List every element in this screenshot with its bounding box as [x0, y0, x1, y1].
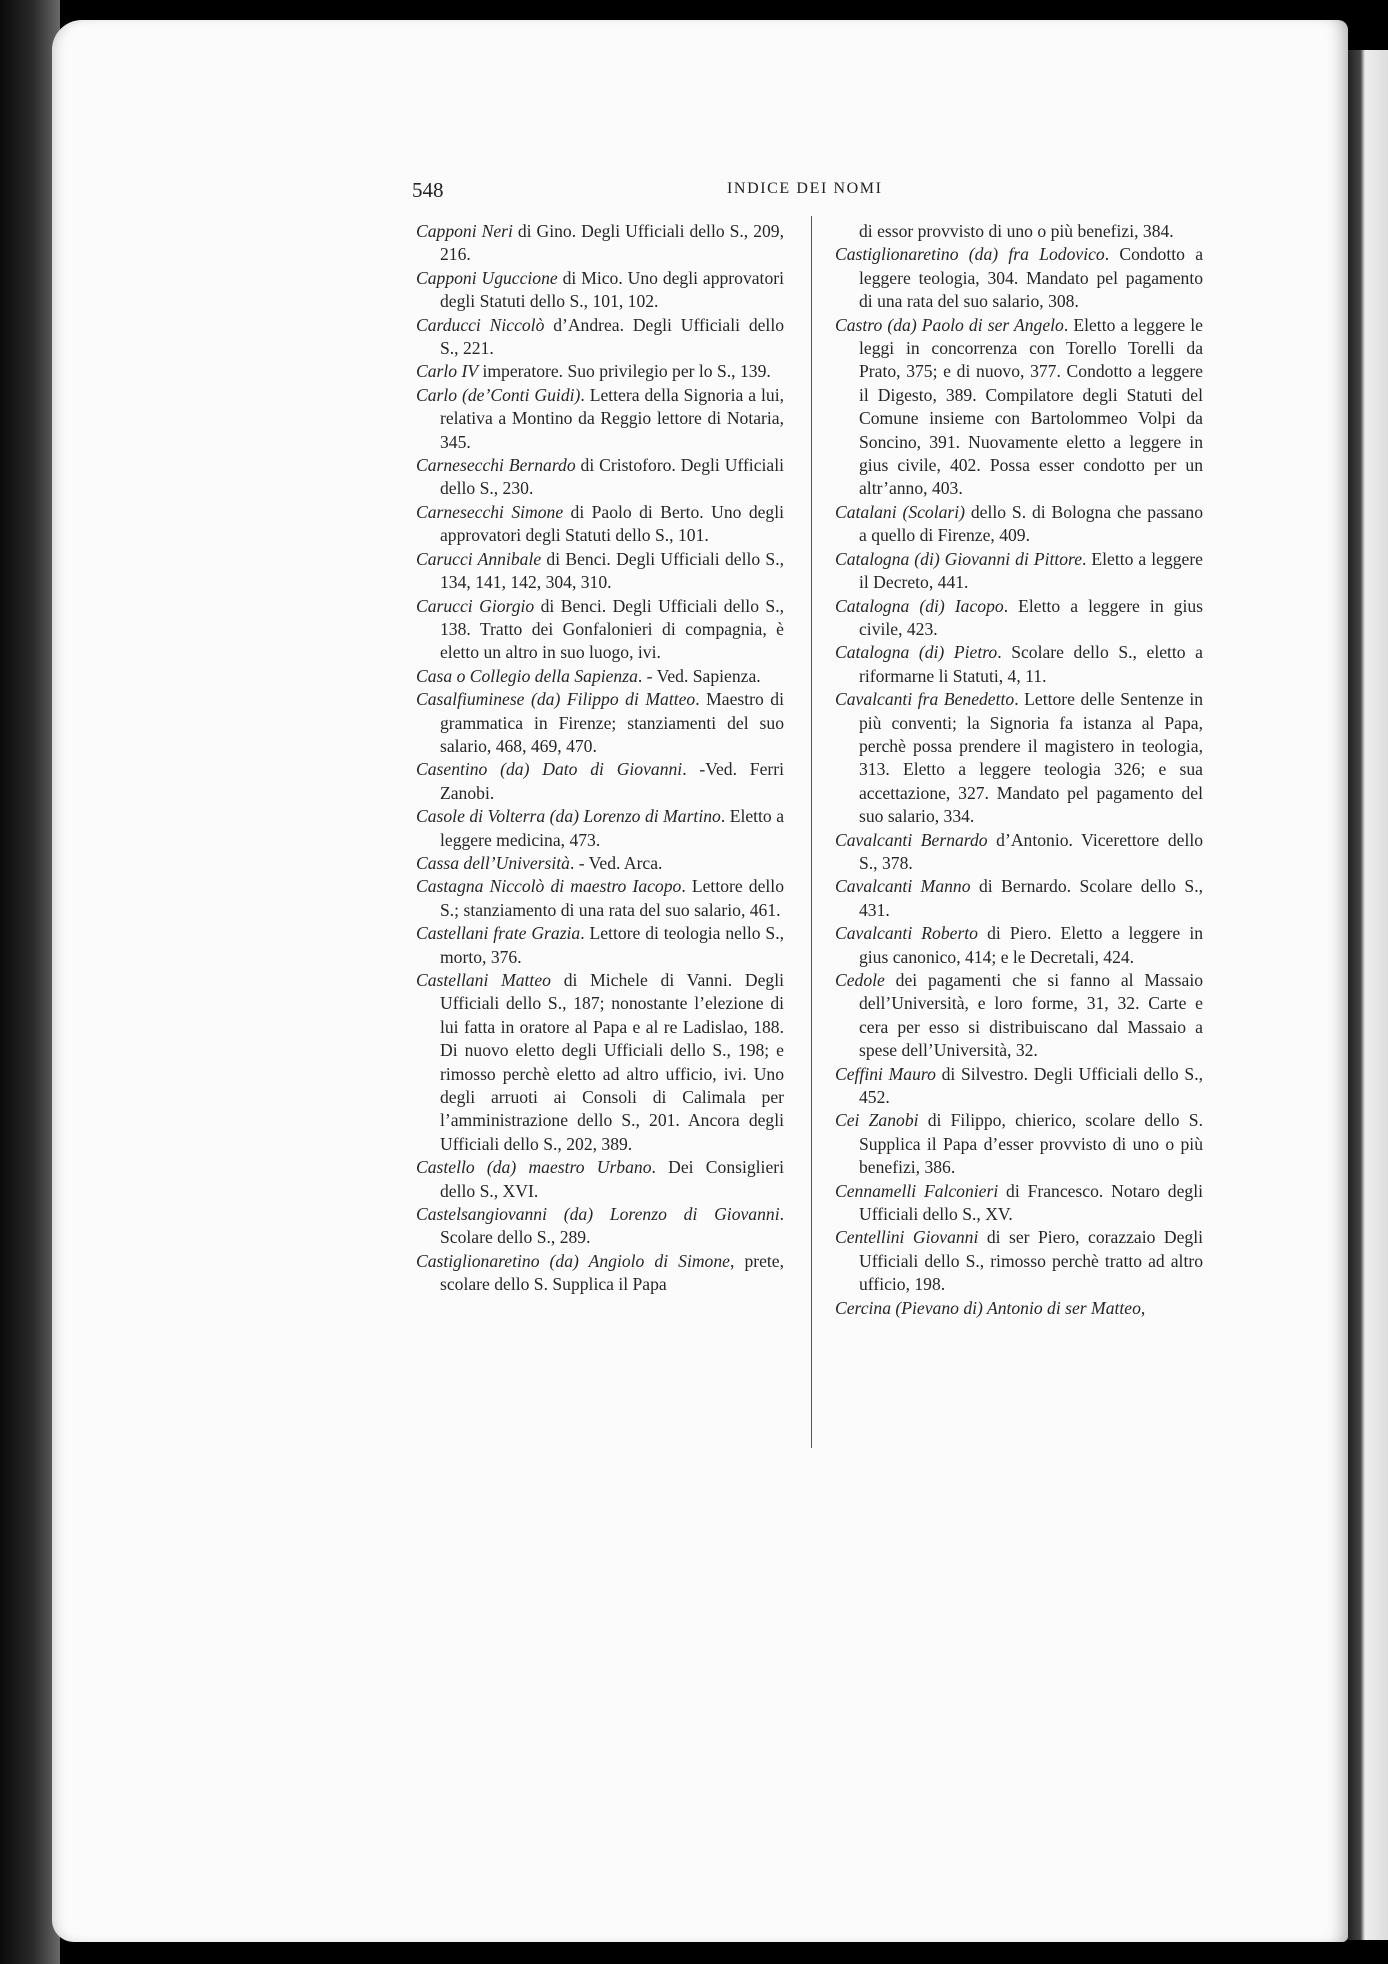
- entry-name: Casole di Volterra (da) Lorenzo di Martino: [416, 806, 721, 827]
- entry-text: di Benci. Degli Ufficiali dello S., 138. Tratto dei Gonfalonieri di compagnia, è eletto un altro in suo luogo, ivi.: [440, 595, 784, 663]
- column-divider: [811, 216, 812, 1448]
- book-spine-shadow: [0, 0, 60, 1964]
- entry-text: . Scolare dello S., 289.: [440, 1204, 784, 1248]
- entry-text: ,: [1140, 1297, 1146, 1318]
- entry-name: Ceffini Mauro: [835, 1063, 936, 1084]
- entry-name: Castro (da) Paolo di ser Angelo: [835, 314, 1064, 335]
- entry-name: Cavalcanti Bernardo: [835, 829, 988, 850]
- index-entry: [416, 875, 784, 922]
- index-entry: [416, 220, 784, 267]
- entry-text: dello S. di Bologna che passano a quello di Firenze, 409.: [859, 501, 1203, 546]
- index-entry: [835, 1063, 1203, 1110]
- index-entry: [416, 1156, 784, 1203]
- entry-text: di Paolo di Berto. Uno degli approvatori degli Statuti dello S., 101.: [440, 501, 784, 546]
- index-entry: [416, 852, 784, 875]
- entry-text: di Benci. Degli Ufficiali dello S., 134, 141, 142, 304, 310.: [440, 548, 784, 593]
- index-entry: [416, 922, 784, 969]
- entry-text: . Eletto a leggere le leggi in concorrenza con Torello Torelli da Prato, 375; e di nuovo, 377. Condotto a leggere il Digesto, 389. Compilatore degli Statuti del Comune insieme con Bartolommeo Volpi da Soncino, 391. Nuovamente eletto a leggere in gius civile, 402. Possa esser condotto per un altr’anno, 403.: [859, 314, 1203, 499]
- entry-name: Cavalcanti Roberto: [835, 923, 978, 944]
- entry-name: Catalogna (di) Iacopo: [835, 595, 1004, 616]
- entry-name: Carducci Niccolò: [416, 314, 545, 335]
- index-entry: [416, 384, 784, 454]
- entry-name: Castelsangiovanni (da) Lorenzo di Giovanni: [416, 1204, 780, 1225]
- index-entry: [416, 548, 784, 595]
- index-entry: [416, 969, 784, 1156]
- index-entry: [835, 1180, 1203, 1227]
- entry-text: . Lettore delle Sentenze in più conventi; la Signoria fa istanza al Papa, perchè possa prendere il magistero in teologia, 313. Eletto a leggere teologia 326; e sua accettazione, 327. Mandato pel pagamento del suo salario, 334.: [859, 689, 1204, 827]
- entry-name: Casentino (da) Dato di Giovanni: [416, 759, 683, 780]
- index-entry: [835, 688, 1203, 828]
- entry-text: di Bernardo. Scolare dello S., 431.: [859, 876, 1203, 920]
- entry-text: . Lettera della Signoria a lui, relativa a Montino da Reggio lettore di Notaria, 345.: [440, 384, 784, 452]
- index-entry: [835, 641, 1203, 688]
- index-entry: [416, 665, 784, 688]
- index-entry: [416, 501, 784, 548]
- index-entry: [416, 1203, 784, 1250]
- entry-text: . - Ved. Arca.: [569, 852, 663, 873]
- entry-text: di Mico. Uno degli approvatori degli Statuti dello S., 101, 102.: [440, 267, 784, 312]
- entry-name: Castagna Niccolò di maestro Iacopo: [416, 876, 682, 897]
- index-entry: [835, 220, 1203, 243]
- entry-name: Casalfiuminese (da) Filippo di Matteo: [416, 689, 696, 710]
- entry-text: di essor provvisto di uno o più benefizi, 384.: [859, 221, 1174, 241]
- index-entry: [835, 1297, 1203, 1320]
- entry-name: Carucci Annibale: [416, 548, 542, 569]
- header-title: INDICE DEI NOMI: [727, 180, 883, 197]
- entry-text: . Dei Consiglieri dello S., XVI.: [440, 1157, 784, 1201]
- entry-text: . Maestro di grammatica in Firenze; stanziamenti del suo salario, 468, 469, 470.: [440, 689, 784, 756]
- entry-name: Catalogna (di) Pietro: [835, 642, 998, 663]
- index-entry: [835, 595, 1203, 642]
- entry-text: di Silvestro. Degli Ufficiali dello S., 452.: [859, 1063, 1203, 1108]
- entry-text: . Scolare dello S., eletto a riformarne li Statuti, 4, 11.: [859, 642, 1203, 686]
- entry-name: Cei Zanobi: [835, 1110, 919, 1131]
- next-page-edge: [1342, 50, 1388, 1940]
- entry-name: Castello (da) maestro Urbano: [416, 1157, 652, 1178]
- entry-text: . Lettore dello S.; stanziamento di una rata del suo salario, 461.: [440, 876, 784, 920]
- entry-text: , prete, scolare dello S. Supplica il Papa: [440, 1250, 784, 1295]
- entry-text: . Eletto a leggere medicina, 473.: [440, 806, 784, 850]
- index-entry: [416, 758, 784, 805]
- index-column-right: [835, 220, 1203, 1320]
- entry-name: Carnesecchi Simone: [416, 501, 564, 522]
- index-entry: [835, 243, 1203, 313]
- entry-text: imperatore. Suo privilegio per lo S., 139.: [478, 361, 771, 382]
- entry-text: . Eletto a leggere il Decreto, 441.: [859, 548, 1203, 593]
- entry-text: . Lettore di teologia nello S., morto, 376.: [440, 923, 784, 967]
- entry-text: di ser Piero, corazzaio Degli Ufficiali dello S., rimosso perchè tratto ad altro ufficio, 198.: [859, 1227, 1204, 1295]
- entry-name: Castellani frate Grazia: [416, 923, 581, 944]
- entry-name: Cercina (Pievano di) Antonio di ser Matteo: [835, 1297, 1141, 1318]
- entry-text: dei pagamenti che si fanno al Massaio dell’Università, e loro forme, 31, 32. Carte e cera per esso si distribuiscano dal Massaio a spese dell’Università, 32.: [859, 970, 1203, 1061]
- entry-name: Cennamelli Falconieri: [835, 1180, 999, 1201]
- entry-name: Cavalcanti fra Benedetto: [835, 689, 1015, 710]
- entry-text: di Filippo, chierico, scolare dello S. Supplica il Papa d’esser provvisto di uno o più benefizi, 386.: [859, 1110, 1203, 1178]
- page-number: 548: [412, 178, 444, 202]
- entry-text: . -Ved. Ferri Zanobi.: [440, 759, 784, 803]
- entry-text: . - Ved. Sapienza.: [637, 665, 761, 686]
- index-entry: [416, 595, 784, 665]
- index-entry: [835, 875, 1203, 922]
- entry-text: di Francesco. Notaro degli Ufficiali dello S., XV.: [859, 1180, 1203, 1225]
- entry-text: . Eletto a leggere in gius civile, 423.: [859, 595, 1204, 639]
- index-entry: [416, 314, 784, 361]
- entry-name: Capponi Uguccione: [416, 267, 558, 288]
- entry-name: Cassa dell’Università: [416, 852, 570, 873]
- entry-name: Castellani Matteo: [416, 970, 551, 990]
- entry-name: Centellini Giovanni: [835, 1227, 979, 1248]
- index-entry: [416, 805, 784, 852]
- index-entry: [835, 501, 1203, 548]
- index-entry: [835, 829, 1203, 876]
- entry-name: Catalogna (di) Giovanni di Pittore: [835, 548, 1083, 569]
- index-entry: [416, 360, 784, 383]
- entry-text: di Piero. Eletto a leggere in gius canonico, 414; e le Decretali, 424.: [859, 923, 1203, 967]
- index-entry: [835, 548, 1203, 595]
- index-entry: [416, 267, 784, 314]
- entry-text: . Condotto a leggere teologia, 304. Mandato pel pagamento di una rata del suo salario, 308.: [859, 244, 1203, 312]
- entry-text: d’Andrea. Degli Ufficiali dello S., 221.: [440, 314, 785, 359]
- index-entry: [416, 1250, 784, 1297]
- index-entry: [416, 688, 784, 758]
- entry-name: Cavalcanti Manno: [835, 876, 971, 897]
- index-entry: [835, 314, 1203, 501]
- running-head: [412, 180, 1212, 202]
- entry-name: Casa o Collegio della Sapienza: [416, 665, 638, 686]
- index-entry: [835, 969, 1203, 1063]
- index-entry: [835, 1226, 1203, 1296]
- entry-name: Catalani (Scolari): [835, 501, 965, 522]
- entry-text: d’Antonio. Vicerettore dello S., 378.: [859, 829, 1204, 873]
- index-entry: [835, 1109, 1203, 1179]
- entry-name: Carnesecchi Bernardo: [416, 455, 576, 476]
- entry-name: Capponi Neri: [416, 221, 513, 241]
- entry-text: di Michele di Vanni. Degli Ufficiali dello S., 187; nonostante l’elezione di lui fatta in oratore al Papa e al re Ladislao, 188. Di nuovo eletto degli Ufficiali dello S., 198; e rimosso perchè eletto ad altro ufficio, ivi. Uno degli arruoti ai Consoli di Calimala per l’amministrazione dello S., 201. Ancora degli Ufficiali dello S., 202, 389.: [440, 970, 784, 1154]
- index-entry: [835, 922, 1203, 969]
- entry-name: Carlo (de’Conti Guidi): [416, 384, 581, 405]
- entry-text: di Cristoforo. Degli Ufficiali dello S., 230.: [440, 455, 784, 499]
- entry-name: Carucci Giorgio: [416, 595, 535, 616]
- entry-name: Castiglionaretino (da) Angiolo di Simone: [416, 1250, 730, 1271]
- entry-name: Castiglionaretino (da) fra Lodovico: [835, 244, 1105, 265]
- entry-name: Carlo IV: [416, 361, 479, 382]
- entry-text: di Gino. Degli Ufficiali dello S., 209, 216.: [440, 221, 784, 265]
- index-entry: [416, 454, 784, 501]
- index-column-left: [416, 220, 784, 1297]
- entry-name: Cedole: [835, 970, 885, 990]
